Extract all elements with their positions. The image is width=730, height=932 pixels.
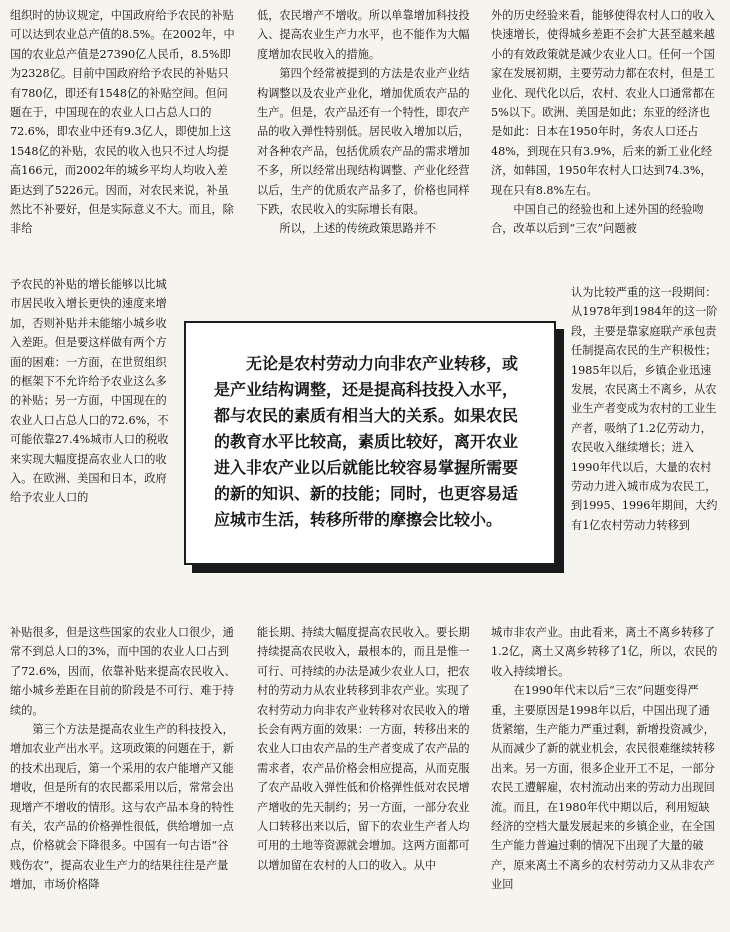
column3-lower-paragraph-2: 在1990年代末以后“三农”问题变得严重，主要原因是1998年以后，中国出现了通货紧缩，生产能力严重过剩，新增投资减少，从而减少了新的就业机会，农民很难继续转移出来。另一方面，很多企业开工不足，一部分农民工遭解雇，农村流动出来的劳动力出现回流。而且，在1980年代中期以后，利用短缺经济的空档大量发展起来的乡镇企业，在全国生产能力普遍过剩的情况下出现了大量的破产，原来离土不离乡的农村劳动力又从非农产业回 — [491, 684, 715, 892]
column2-lower-paragraph: 能长期、持续大幅度提高农民收入。要长期持续提高农民收入，最根本的，而且是惟一可行、可持续的办法是减少农业人口，把农村的劳动力从农业转移到非农产业。实现了农村劳动力向非农产业转移对农民收入的增长会有两方面的效果：一方面，转移出来的农业人口由农产品的生产者变成了农产品的需求者，农产品价格会相应提高，从而克服了农产品收入弹性低和价格弹性低对农民增产增收的先天制约；另一方面，一部分农业人口转移出来以后，留下的农业生产者人均可用的土地等资源就会增加。这两方面都可以增加留在农村的人口的收入。从中 — [257, 626, 470, 872]
column1-narrow-paragraph: 予农民的补贴的增长能够以比城市居民收入增长更快的速度来增加，否则补贴并未能缩小城乡收入差距。但是要这样做有两个方面的困难：一方面，在世贸组织的框架下不允许给予农业这么多的补贴；另一方面，中国现在的农业人口占总人口的72.6%，不可能依靠27.4%城市人口的税收来实现大幅度提高农业人口的收入。在欧洲、美国和日本，政府给予农业人口的 — [10, 278, 169, 505]
pull-quote-box — [184, 321, 556, 565]
column2-upper-paragraph-3: 所以，上述的传统政策思路并不 — [279, 222, 437, 236]
column2-upper — [257, 6, 471, 239]
column3-lower-paragraph-1: 城市非农产业。由此看来，离土不离乡转移了1.2亿，离土又离乡转移了1亿，所以，农民的收入持续增长。 — [491, 626, 718, 678]
column3-upper-paragraph-1: 外的历史经验来看，能够使得农村人口的收入快速增长，使得城乡差距不会扩大甚至越来越小的有效政策就是减少农业人口。任何一个国家在发展初期，主要劳动力都在农村，但是工业化、现代化以后，农村、农业人口通常都在5%以下。欧洲、美国是如此；东亚的经济也是如此：日本在1950年时，务农人口还占48%，到现在只有3.9%，后来的新工业化经济，如韩国，1950年农村人口达到74.3%，现在只有8.8%左右。 — [491, 9, 715, 197]
column3-upper — [491, 6, 720, 239]
column3-upper-paragraph-2: 中国自己的经验也和上述外国的经验吻合，改革以后到“三农”问题被 — [491, 203, 704, 236]
column2-lower — [257, 623, 471, 875]
column3-narrow — [571, 283, 720, 535]
column3-narrow-paragraph: 认为比较严重的这一段期间：从1978年到1984年的这一阶段，主要是靠家庭联产承包责任制提高农民的生产积极性；1985年以后，乡镇企业迅速发展，农民离土不离乡，从农业生产者变成为农村的工业生产者，吸纳了1.2亿劳动力，农民收入继续增长；进入1990年代以后，大量的农村劳动力进入城市成为农民工，到1995、1996年期间，大约有1亿农村劳动力转移到 — [571, 286, 718, 532]
column2-upper-paragraph-1: 低，农民增产不增收。所以单靠增加科技投入、提高农业生产力水平，也不能作为大幅度增加农民收入的措施。 — [257, 9, 470, 61]
column1-narrow — [10, 275, 172, 508]
column1-upper — [10, 6, 238, 239]
column1-lower — [10, 623, 238, 895]
column1-lower-paragraph-1: 补贴很多，但是这些国家的农业人口很少，通常不到总人口的3%，而中国的农业人口占到了72.6%，因而，依靠补贴来提高农民收入、缩小城乡差距在目前的阶段是不可行、难于持续的。 — [10, 626, 236, 717]
column1-lower-paragraph-2: 第三个方法是提高农业生产的科技投入，增加农业产出水平。这项政策的问题在于，新的技术出现后，第一个采用的农户能增产又能增收，但是所有的农民都采用以后，常常会出现增产不增收的情形。这与农产品本身的特性有关，农产品的价格弹性很低，供给增加一点点，价格就会下降很多。中国有一句古语“谷贱伤农”，提高农业生产力的结果往往是产量增加，市场价格降 — [10, 723, 234, 892]
column2-upper-paragraph-2: 第四个经常被提到的方法是农业产业结构调整以及农业产业化，增加优质农产品的生产。但是，农产品还有一个特性，即农产品的收入弹性特别低。居民收入增加以后，对各种农产品，包括优质农产品的需求增加不多，所以经常出现结构调整、产业化经营以后，生产的优质农产品多了，价格也同样下跌，农民收入的实际增长有限。 — [257, 67, 470, 217]
column1-upper-paragraph: 组织时的协议规定，中国政府给予农民的补贴可以达到农业总产值的8.5%。在2002年，中国的农业总产值是27390亿人民币，8.5%即为2328亿。目前中国政府给予农民的补贴只有780亿，即还有1548亿的补贴空间。但问题在于，中国现在的农业人口占总人口的72.6%，即农业中还有9.3亿人，即使加上这1548亿的补贴，农民的收入也只不过人均提高166元，而2002年的城乡平均人均收入差距达到了5226元。因而，对农民来说，补虽然比不补要好，但是实际意义不大。而且，除非给 — [10, 9, 235, 236]
column3-lower — [491, 623, 720, 895]
pull-quote-text: 无论是农村劳动力向非农产业转移，或是产业结构调整，还是提高科技投入水平，都与农民的素质有相当大的关系。如果农民的教育水平比较高，素质比较好，离开农业进入非农产业以后就能比较容易掌握所需要的新的知识、新的技能；同时，也更容易适应城市生活，转移所带的摩擦会比较小。 — [214, 354, 519, 529]
